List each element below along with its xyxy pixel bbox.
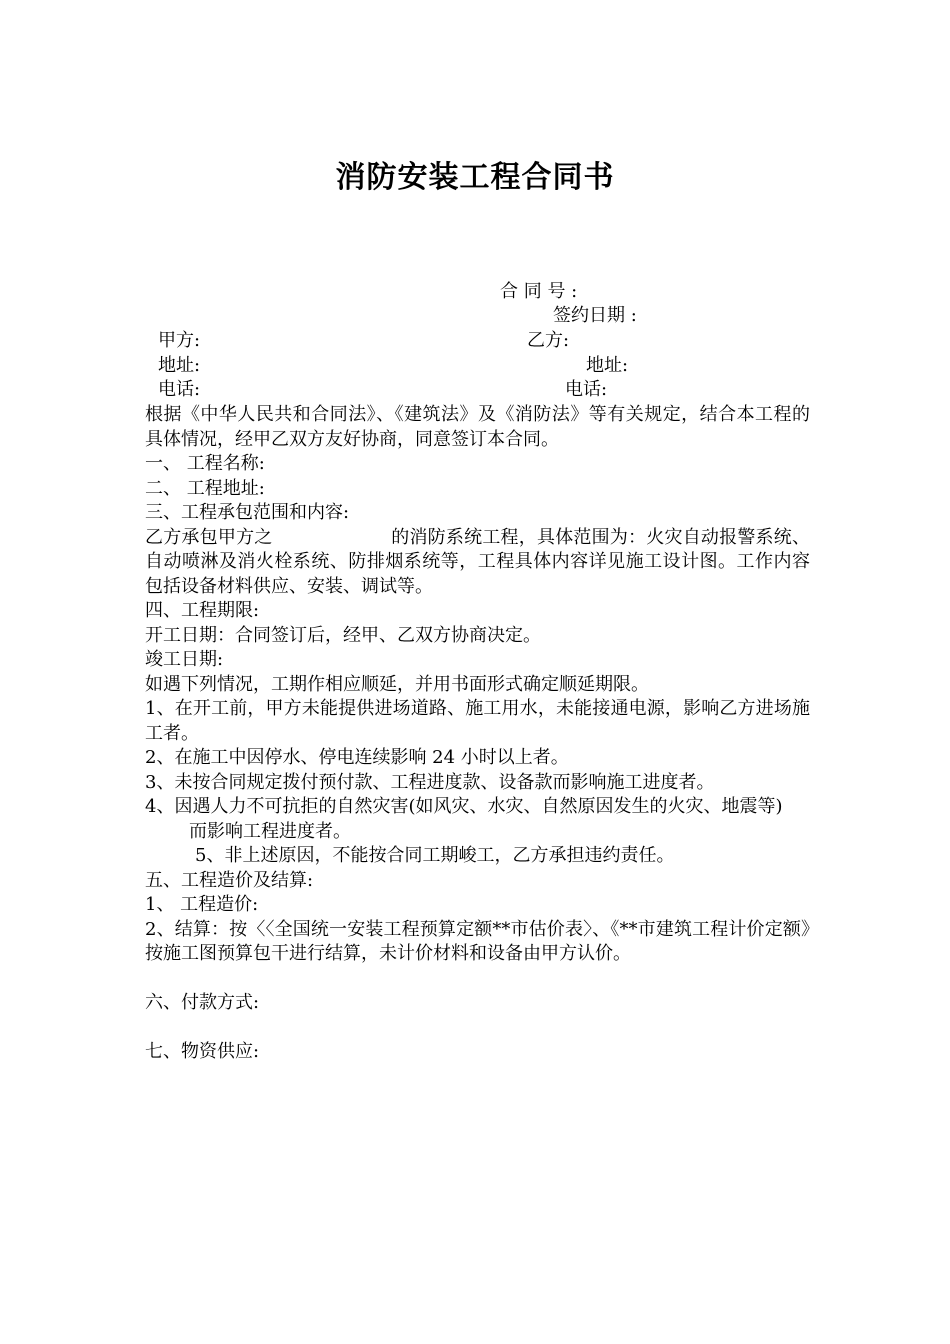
delay-item-2: 2、在施工中因停水、停电连续影响 24 小时以上者。 (145, 747, 569, 768)
delay-text: 如遇下列情况，工期作相应顺延，并用书面形式确定顺延期限。 (145, 673, 649, 695)
delay-item-5: 5、非上述原因，不能按合同工期峻工，乙方承担违约责任。 (195, 845, 675, 866)
blank-line (145, 1016, 810, 1041)
party-b-phone-label: 电话: (565, 379, 608, 400)
start-date-text: 开工日期：合同签订后，经甲、乙双方协商决定。 (145, 624, 541, 646)
party-a-address-label: 地址: (158, 355, 201, 376)
delay-item-3: 3、未按合同规定拨付预付款、工程进度款、设备款而影响施工进度者。 (145, 771, 715, 793)
party-b-address-label: 地址: (586, 355, 629, 376)
section-3-text: 乙方承包甲方之 的消防系统工程，具体范围为：火灾自动报警系统、自动喷淋及消火栓系统、防排烟系统等，工程具体内容详见施工设计图。工作内容包括设备材料供应、安装、调试等。 (145, 526, 810, 597)
section-4-heading: 四、工程期限: (145, 600, 260, 621)
delay-item-4: 4、因遇人力不可抗拒的自然灾害(如风灾、水灾、自然原因发生的火灾、地震等) (145, 796, 783, 817)
party-a-label: 甲方: (158, 330, 201, 351)
completion-date-label: 竣工日期: (145, 649, 224, 670)
section-3-heading: 三、工程承包范围和内容: (145, 502, 350, 523)
price-item-2: 2、结算：按〈〈全国统一安装工程预算定额**市估价表〉、《**市建筑工程计价定额》按施工图预算包干进行结算，未计价材料和设备由甲方认价。 (145, 918, 810, 964)
price-item-1: 1、 工程造价: (145, 894, 259, 915)
delay-item-1: 1、在开工前，甲方未能提供进场道路、施工用水，未能接通电源，影响乙方进场施工者。 (145, 698, 810, 744)
intro-paragraph: 根据《中华人民共和合同法》、《建筑法》及《消防法》等有关规定，结合本工程的具体情况，经甲乙双方友好协商，同意签订本合同。 (145, 404, 810, 450)
section-7-heading: 七、物资供应: (145, 1041, 260, 1062)
party-a-phone-label: 电话: (158, 379, 201, 400)
section-5-heading: 五、工程造价及结算: (145, 869, 314, 891)
sign-date-label: 签约日期 : (553, 305, 637, 326)
section-2-heading: 二、 工程地址: (145, 477, 265, 499)
section-1-heading: 一、 工程名称: (145, 453, 265, 474)
party-b-label: 乙方: (527, 330, 570, 351)
contract-number-label: 合 同 号 : (500, 281, 578, 302)
document-title: 消防安装工程合同书 (335, 160, 615, 195)
section-6-heading: 六、付款方式: (145, 992, 260, 1013)
blank-line (145, 967, 810, 992)
contract-body (145, 403, 810, 1065)
delay-item-4-continued: 而影响工程进度者。 (189, 820, 351, 842)
